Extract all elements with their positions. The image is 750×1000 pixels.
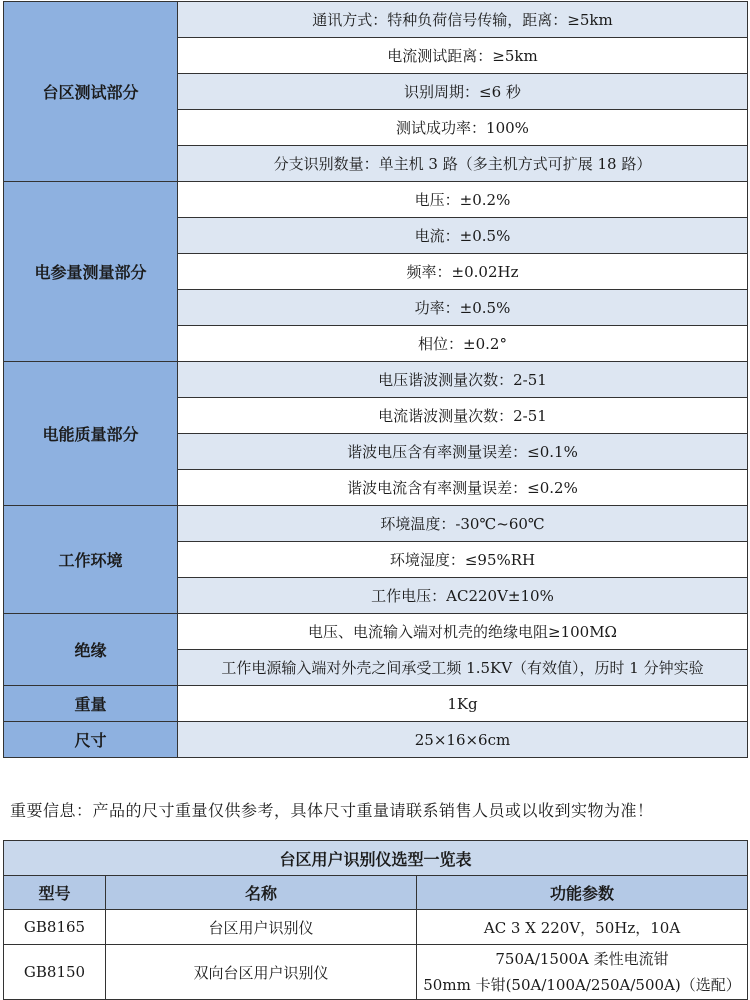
params-cell: AC 3 X 220V，50Hz，10A: [417, 910, 748, 945]
spec-row: [4, 182, 748, 218]
selection-title-row: [4, 841, 748, 876]
spec-value: 电流测试距离：≥5km: [178, 38, 748, 74]
spec-value: 频率：±0.02Hz: [178, 254, 748, 290]
table-row: [4, 945, 748, 1000]
spec-value: 电流：±0.5%: [178, 218, 748, 254]
spec-value: 1Kg: [178, 686, 748, 722]
params-line: 750A/1500A 柔性电流钳: [495, 950, 669, 968]
category-cell: 重量: [4, 686, 178, 722]
spec-value: 环境温度：-30℃~60℃: [178, 506, 748, 542]
spec-row: [4, 686, 748, 722]
spec-value: 25×16×6cm: [178, 722, 748, 758]
spec-row: [4, 2, 748, 38]
model-cell: GB8150: [4, 945, 106, 1000]
spec-value: 相位：±0.2°: [178, 326, 748, 362]
spec-row: [4, 614, 748, 650]
spec-value: 电流谐波测量次数：2-51: [178, 398, 748, 434]
spec-value: 分支识别数量：单主机 3 路（多主机方式可扩展 18 路）: [178, 146, 748, 182]
header-model: 型号: [4, 876, 106, 910]
category-cell: 绝缘: [4, 614, 178, 686]
spec-value: 电压、电流输入端对机壳的绝缘电阻≥100MΩ: [178, 614, 748, 650]
selection-title: 台区用户识别仪选型一览表: [4, 841, 748, 876]
params-cell: [417, 945, 748, 1000]
header-name: 名称: [106, 876, 417, 910]
important-note: 重要信息：产品的尺寸重量仅供参考，具体尺寸重量请联系销售人员或以收到实物为准！: [10, 801, 654, 820]
spec-value: 识别周期：≤6 秒: [178, 74, 748, 110]
params-line: 50mm 卡钳(50A/100A/250A/500A)（选配）: [423, 976, 741, 994]
spec-value: 工作电源输入端对外壳之间承受工频 1.5KV（有效值），历时 1 分钟实验: [178, 650, 748, 686]
spec-table: [3, 1, 748, 758]
spec-row: [4, 722, 748, 758]
spec-value: 工作电压：AC220V±10%: [178, 578, 748, 614]
name-cell: 双向台区用户识别仪: [106, 945, 417, 1000]
category-cell: 台区测试部分: [4, 2, 178, 182]
spec-value: 功率：±0.5%: [178, 290, 748, 326]
spec-value: 环境湿度：≤95%RH: [178, 542, 748, 578]
selection-table: [3, 840, 748, 1000]
spec-value: 电压谐波测量次数：2-51: [178, 362, 748, 398]
category-cell: 尺寸: [4, 722, 178, 758]
model-cell: GB8165: [4, 910, 106, 945]
spec-row: [4, 362, 748, 398]
spec-value: 电压：±0.2%: [178, 182, 748, 218]
name-cell: 台区用户识别仪: [106, 910, 417, 945]
table-row: [4, 910, 748, 945]
category-cell: 工作环境: [4, 506, 178, 614]
header-params: 功能参数: [417, 876, 748, 910]
spec-value: 通讯方式：特种负荷信号传输，距离：≥5km: [178, 2, 748, 38]
category-cell: 电能质量部分: [4, 362, 178, 506]
spec-value: 谐波电流含有率测量误差：≤0.2%: [178, 470, 748, 506]
spec-value: 谐波电压含有率测量误差：≤0.1%: [178, 434, 748, 470]
spec-row: [4, 506, 748, 542]
spec-value: 测试成功率：100%: [178, 110, 748, 146]
category-cell: 电参量测量部分: [4, 182, 178, 362]
selection-header-row: [4, 876, 748, 910]
